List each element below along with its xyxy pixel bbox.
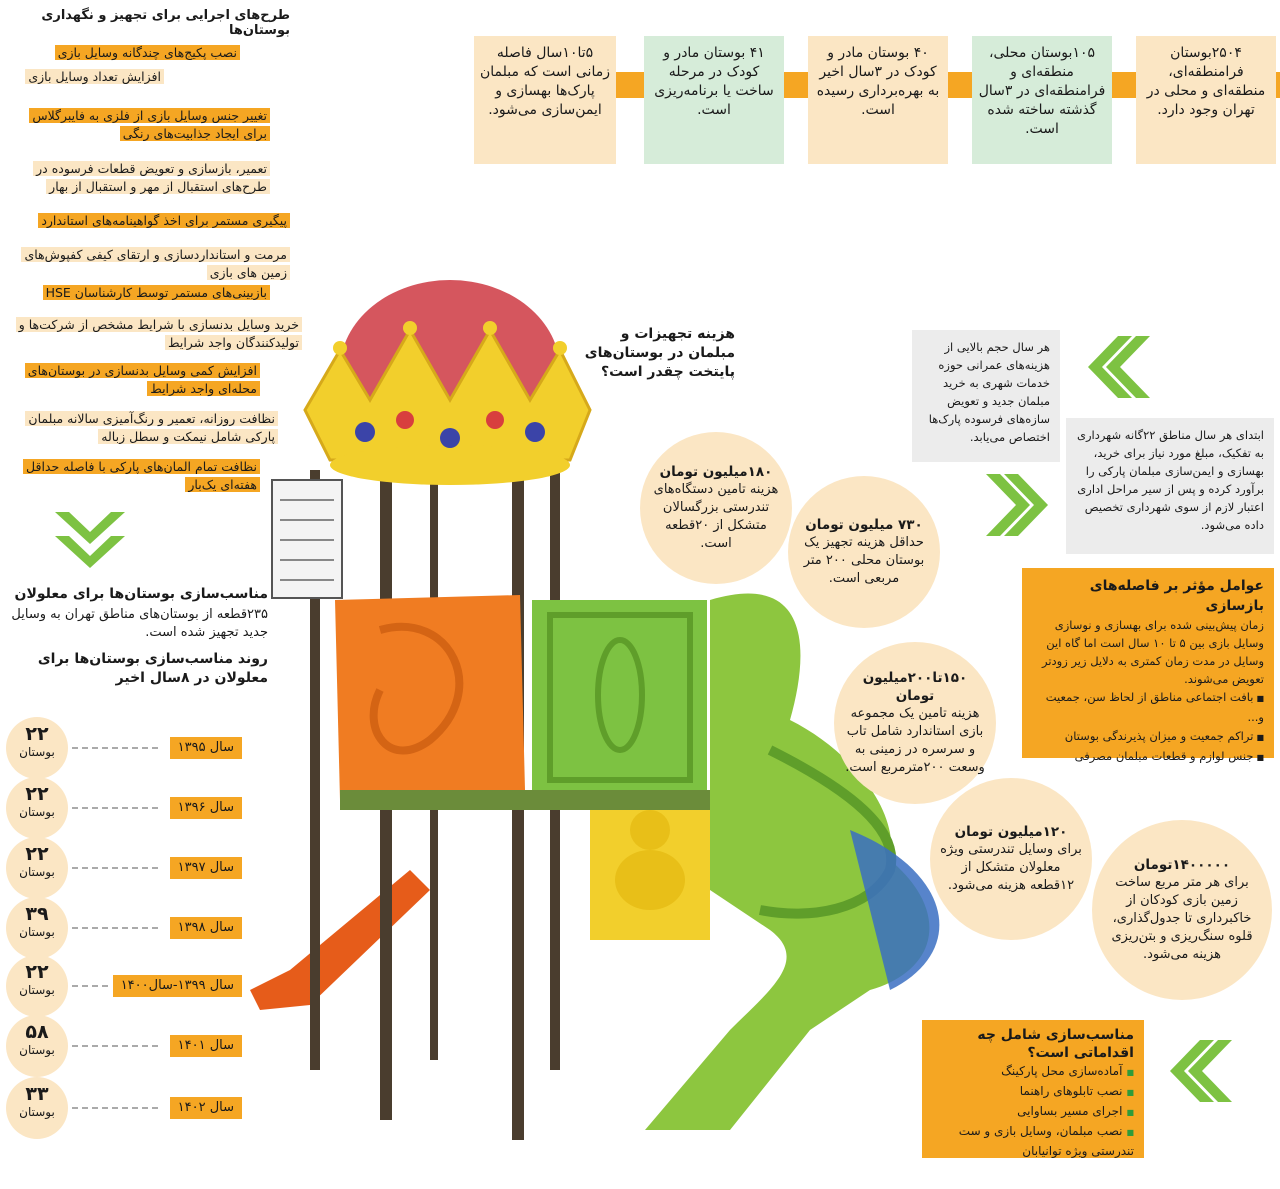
cost-circle: ۱۸۰میلیون تومان هزینه تامین دستگاه‌های تندرستی بزرگسالان متشکل از ۲۰قطعه است. — [640, 432, 792, 584]
divider — [72, 807, 158, 809]
year-row — [6, 1015, 242, 1075]
timeline-box-4: ۴۱ بوستان مادر و کودک در مرحله ساخت یا برنامه‌ریزی است. — [644, 36, 784, 164]
plan-item: نظافت روزانه، تعمیر و رنگ‌آمیزی سالانه مبلمان پارکی شامل نیمکت و سطل زباله — [8, 410, 278, 446]
list-item: ■ جنس لوازم و قطعات مبلمان مصرفی — [1032, 747, 1264, 767]
divider — [72, 985, 108, 987]
budget-note-2: ابتدای هر سال مناطق ۲۲گانه شهرداری به تفکیک، مبلغ مورد نیاز برای خرید، بهسازی و ایمن‌سازی مبلمان پارکی را برآورد کرده و پس از سیر مراحل اداری اعتبار لازم از سوی شهرداری تخصیص داده می‌شود. — [1066, 418, 1274, 554]
chevron-right-icon — [986, 474, 1048, 536]
factors-title: عوامل مؤثر بر فاصله‌های بازسازی — [1089, 578, 1264, 614]
year-row — [6, 777, 242, 837]
list-item: ■ نصب تابلوهای راهنما — [932, 1082, 1134, 1102]
year-label: سال ۱۳۹۶ — [170, 797, 242, 819]
year-row — [6, 837, 242, 897]
measures-title: مناسب‌سازی شامل چه اقداماتی است؟ — [977, 1027, 1134, 1061]
cost-circle: ۱۵۰تا۲۰۰میلیون تومان هزینه تامین یک مجموعه بازی استاندارد شامل تاب و سرسره در زمینی به وسعت ۲۰۰مترمربع است. — [834, 642, 996, 804]
timeline-box-2: ۱۰۵بوستان محلی، منطقه‌ای و فرامنطقه‌ای در ۳سال گذشته ساخته شده است. — [972, 36, 1112, 164]
cost-circle: ۱۲۰میلیون تومان برای وسایل تندرستی ویژه معلولان متشکل از ۱۲قطعه هزینه می‌شود. — [930, 778, 1092, 940]
year-label: سال ۱۳۹۸ — [170, 917, 242, 939]
cost-question-title: هزینه تجهیزات و مبلمان در بوستان‌های پایتخت چقدر است؟ — [584, 326, 735, 380]
divider — [72, 867, 158, 869]
plan-item: افزایش کمی وسایل بدنسازی در بوستان‌های محله‌ای واجد شرایط — [8, 362, 260, 398]
plan-item: خرید وسایل بدنسازی با شرایط مشخص از شرکت‌ها و تولیدکنندگان واجد شرایط — [8, 316, 302, 352]
list-item: ■ بافت اجتماعی مناطق از لحاظ سن، جمعیت و... — [1032, 688, 1264, 727]
plan-item: تغییر جنس وسایل بازی از فلزی به فایبرگلاس برای ایجاد جذابیت‌های رنگی — [8, 107, 270, 143]
year-label: سال ۱۳۹۹-سال۱۴۰۰ — [113, 975, 242, 997]
disabled-subtitle: روند مناسب‌سازی بوستان‌ها برای معلولان در ۸سال اخیر — [37, 651, 268, 686]
divider — [72, 1107, 158, 1109]
year-count-circle: ۲۲ بوستان — [6, 777, 68, 839]
measures-list — [932, 1062, 1134, 1161]
factors-list — [1032, 688, 1264, 767]
year-count-circle: ۳۹ بوستان — [6, 897, 68, 959]
timeline-box-1: ۲۵۰۴بوستان فرامنطقه‌ای، منطقه‌ای و محلی در تهران وجود دارد. — [1136, 36, 1276, 164]
timeline-box-5: ۵تا۱۰سال فاصله زمانی است که مبلمان پارک‌ها بهسازی و ایمن‌سازی می‌شود. — [474, 36, 616, 164]
plan-item: مرمت و استانداردسازی و ارتقای کیفی کفپوش‌های زمین های بازی — [8, 246, 290, 282]
year-row — [6, 1077, 242, 1137]
year-count-circle: ۲۲ بوستان — [6, 837, 68, 899]
cost-circle: ۷۳۰ میلیون تومان حداقل هزینه تجهیز یک بوستان محلی ۲۰۰ متر مربعی است. — [788, 476, 940, 628]
year-row — [6, 897, 242, 957]
plan-item: پیگیری مستمر برای اخذ گواهینامه‌های استاندارد — [8, 212, 290, 230]
list-item: ■ تراکم جمعیت و میزان پذیرندگی بوستان — [1032, 727, 1264, 747]
budget-note-1: هر سال حجم بالایی از هزینه‌های عمرانی حوزه خدمات شهری به خرید مبلمان جدید و تعویض سازه‌های فرسوده پارک‌ها اختصاص می‌یابد. — [912, 330, 1060, 462]
list-item: ■ اجرای مسیر بساوایی — [932, 1102, 1134, 1122]
chevron-down-icon — [55, 512, 125, 570]
year-count-circle: ۳۳ بوستان — [6, 1077, 68, 1139]
plan-item: بازبینی‌های مستمر توسط کارشناسان HSE — [8, 284, 270, 302]
renovation-factors-box — [1022, 568, 1274, 763]
year-row — [6, 955, 242, 1015]
plans-title: طرح‌های اجرایی برای تجهیز و نگهداری بوستان‌ها — [41, 8, 290, 38]
disabled-desc: ۲۳۵قطعه از بوستان‌های مناطق تهران به وسایل جدید تجهیز شده است. — [11, 607, 268, 640]
divider — [72, 747, 158, 749]
divider — [72, 1045, 158, 1047]
accessibility-measures-box — [922, 1020, 1144, 1158]
year-label: سال ۱۳۹۷ — [170, 857, 242, 879]
timeline-box-3: ۴۰ بوستان مادر و کودک در ۳سال اخیر به بهره‌برداری رسیده است. — [808, 36, 948, 164]
plan-item: نصب پکیج‌های چندگانه وسایل بازی — [8, 44, 240, 62]
list-item: ■ آماده‌سازی محل پارکینگ — [932, 1062, 1134, 1082]
plan-item: افزایش تعداد وسایل بازی — [8, 68, 164, 86]
plan-item: تعمیر، بازسازی و تعویض قطعات فرسوده در طرح‌های استقبال از مهر و استقبال از بهار — [8, 160, 270, 196]
year-label: سال ۱۴۰۲ — [170, 1097, 242, 1119]
year-label: سال ۱۴۰۱ — [170, 1035, 242, 1057]
chevron-left-icon — [1088, 336, 1150, 398]
list-item: ■ نصب مبلمان، وسایل بازی و ست تندرستی ویژه توانیابان — [932, 1122, 1134, 1161]
year-count-circle: ۲۲ بوستان — [6, 717, 68, 779]
year-count-circle: ۲۲ بوستان — [6, 955, 68, 1017]
cost-circle: ۱۴۰۰۰۰۰تومان برای هر متر مربع ساخت زمین بازی کودکان از خاکبرداری تا جدول‌گذاری، قلوه سنگ‌ریزی و بتن‌ریزی هزینه می‌شود. — [1092, 820, 1272, 1000]
year-label: سال ۱۳۹۵ — [170, 737, 242, 759]
factors-body: زمان پیش‌بینی شده برای بهسازی و نوسازی وسایل بازی بین ۵ تا ۱۰ سال است اما گاه این وسایل در مدت زمان کمتری به دلایل زیر زودتر تعویض می‌شوند. — [1042, 618, 1264, 686]
plan-item: نظافت تمام المان‌های پارکی با فاصله حداقل هفته‌ای یک‌بار — [8, 458, 260, 494]
divider — [72, 927, 158, 929]
chevron-left-icon — [1170, 1040, 1232, 1102]
year-row — [6, 717, 242, 777]
year-count-circle: ۵۸ بوستان — [6, 1015, 68, 1077]
disabled-title: مناسب‌سازی بوستان‌ها برای معلولان — [14, 586, 268, 602]
